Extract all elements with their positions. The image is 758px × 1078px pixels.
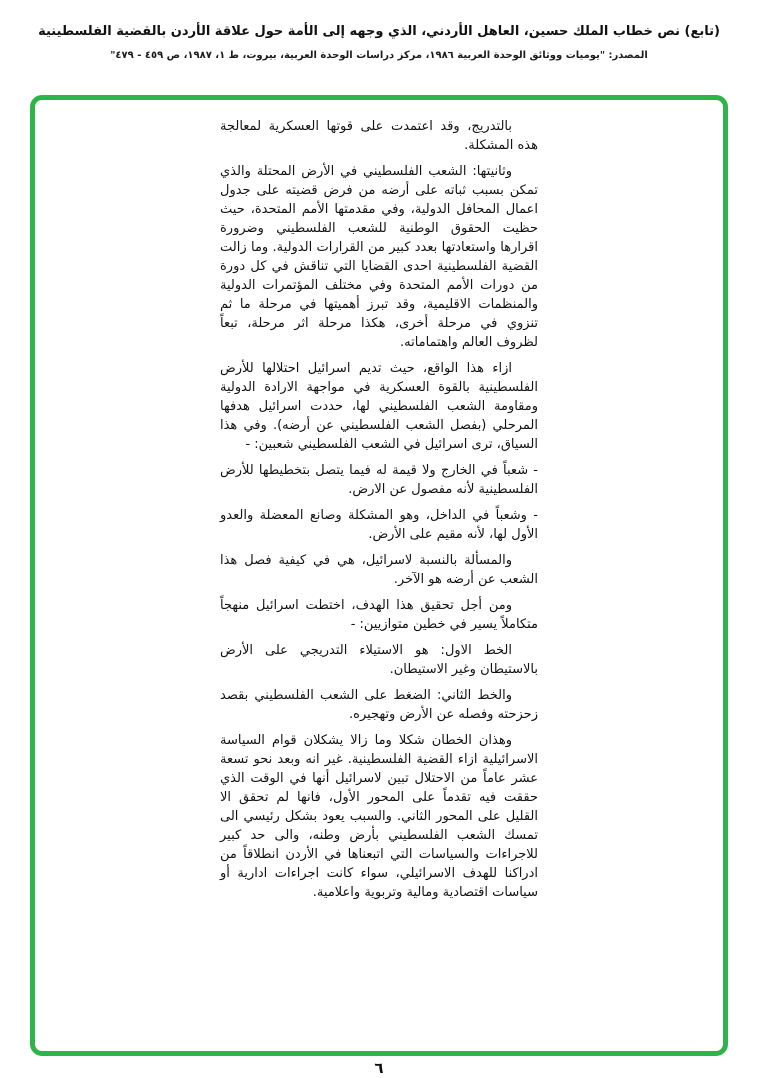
paragraph-10: وهذان الخطان شكلا وما زالا يشكلان قوام السياسة الاسرائيلية ازاء القضية الفلسطينية. غير انه وبعد نحو تسعة عشر عاماً من الاحتلال تبين لاسرائيل أنها في الوقت الذي حققت فيه تقدماً على المحور الأول، فانها لم تحقق الا القليل على المحور الثاني. والسبب يعود بشكل رئيسي الى تمسك الشعب الفلسطيني بأرض وطنه، والى حد كبير للاجراءات والسياسات التي اتبعناها في الأردن انطلاقاً من ادراكنا للهدف الاسرائيلي، سواء كانت اجراءات ادارية أو سياسات اقتصادية ومالية وتربوية واعلامية. bbox=[220, 733, 538, 900]
paragraph-5-dash-item: - وشعباً في الداخل، وهو المشكلة وصانع المعضلة والعدو الأول لها، لأنه مقيم على الأرض. bbox=[220, 508, 538, 542]
page-number: ٦ bbox=[374, 1059, 384, 1077]
document-header bbox=[20, 24, 738, 61]
paragraph-2: وثانيتها: الشعب الفلسطيني في الأرض المحتلة والذي تمكن بسبب ثباته على أرضه من فرض قضيته على جدول اعمال المحافل الدولية، وفي مقدمتها الأمم المتحدة، حيث حظيت الحقوق الوطنية للشعب الفلسطيني وضرورة اقرارها واستعادتها بعدد كبير من القرارات الدولية. وما زالت القضية الفلسطينية احدى القضايا التي تناقش في كل دورة من دورات الأمم المتحدة وفي مختلف المؤتمرات الدولية والمنظمات الاقليمية، وقد تبرز أهميتها في مرحلة ما ثم تنزوي في مرحلة أخرى، هكذا مرحلة اثر مرحلة، تبعاً لظروف العالم واهتماماته. bbox=[220, 164, 538, 350]
source-line: المصدر: "يوميات ووثائق الوحدة العربية ١٩٨٦، مركز دراسات الوحدة العربية، بيروت، ط ١، ١٩٨٧، ص ٤٥٩ - ٤٧٩" bbox=[110, 50, 648, 61]
body-text bbox=[220, 117, 538, 902]
content-border-box bbox=[30, 95, 728, 1056]
paragraph-4-dash-item: - شعباً في الخارج ولا قيمة له فيما يتصل بتخطيطها للأرض الفلسطينية لأنه مفصول عن الارض. bbox=[220, 463, 538, 497]
paragraph-8-line-one: الخط الاول: هو الاستيلاء التدريجي على الأرض بالاستيطان وغير الاستيطان. bbox=[220, 643, 538, 677]
paragraph-6: والمسألة بالنسبة لاسرائيل، هي في كيفية فصل هذا الشعب عن أرضه هو الآخر. bbox=[220, 553, 538, 587]
document-title: (تابع) نص خطاب الملك حسين، العاهل الأردني، الذي وجهه إلى الأمة حول علاقة الأردن بالقضية الفلسطينية bbox=[38, 24, 720, 39]
paragraph-3: ازاء هذا الواقع، حيث تديم اسرائيل احتلالها للأرض الفلسطينية بالقوة العسكرية في مواجهة الارادة الدولية ومقاومة الشعب الفلسطيني لها، حددت اسرائيل هدفها المرحلي (بفصل الشعب الفلسطيني عن أرضه). وفي هذا السياق، ترى اسرائيل في الشعب الفلسطيني شعبين: - bbox=[220, 361, 538, 452]
paragraph-1: بالتدريج، وقد اعتمدت على قوتها العسكرية لمعالجة هذه المشكلة. bbox=[220, 119, 538, 153]
paragraph-7: ومن أجل تحقيق هذا الهدف، اختطت اسرائيل منهجاً متكاملاً يسير في خطين متوازيين: - bbox=[220, 598, 538, 632]
paragraph-9-line-two: والخط الثاني: الضغط على الشعب الفلسطيني بقصد زحزحته وفصله عن الأرض وتهجيره. bbox=[220, 688, 538, 722]
